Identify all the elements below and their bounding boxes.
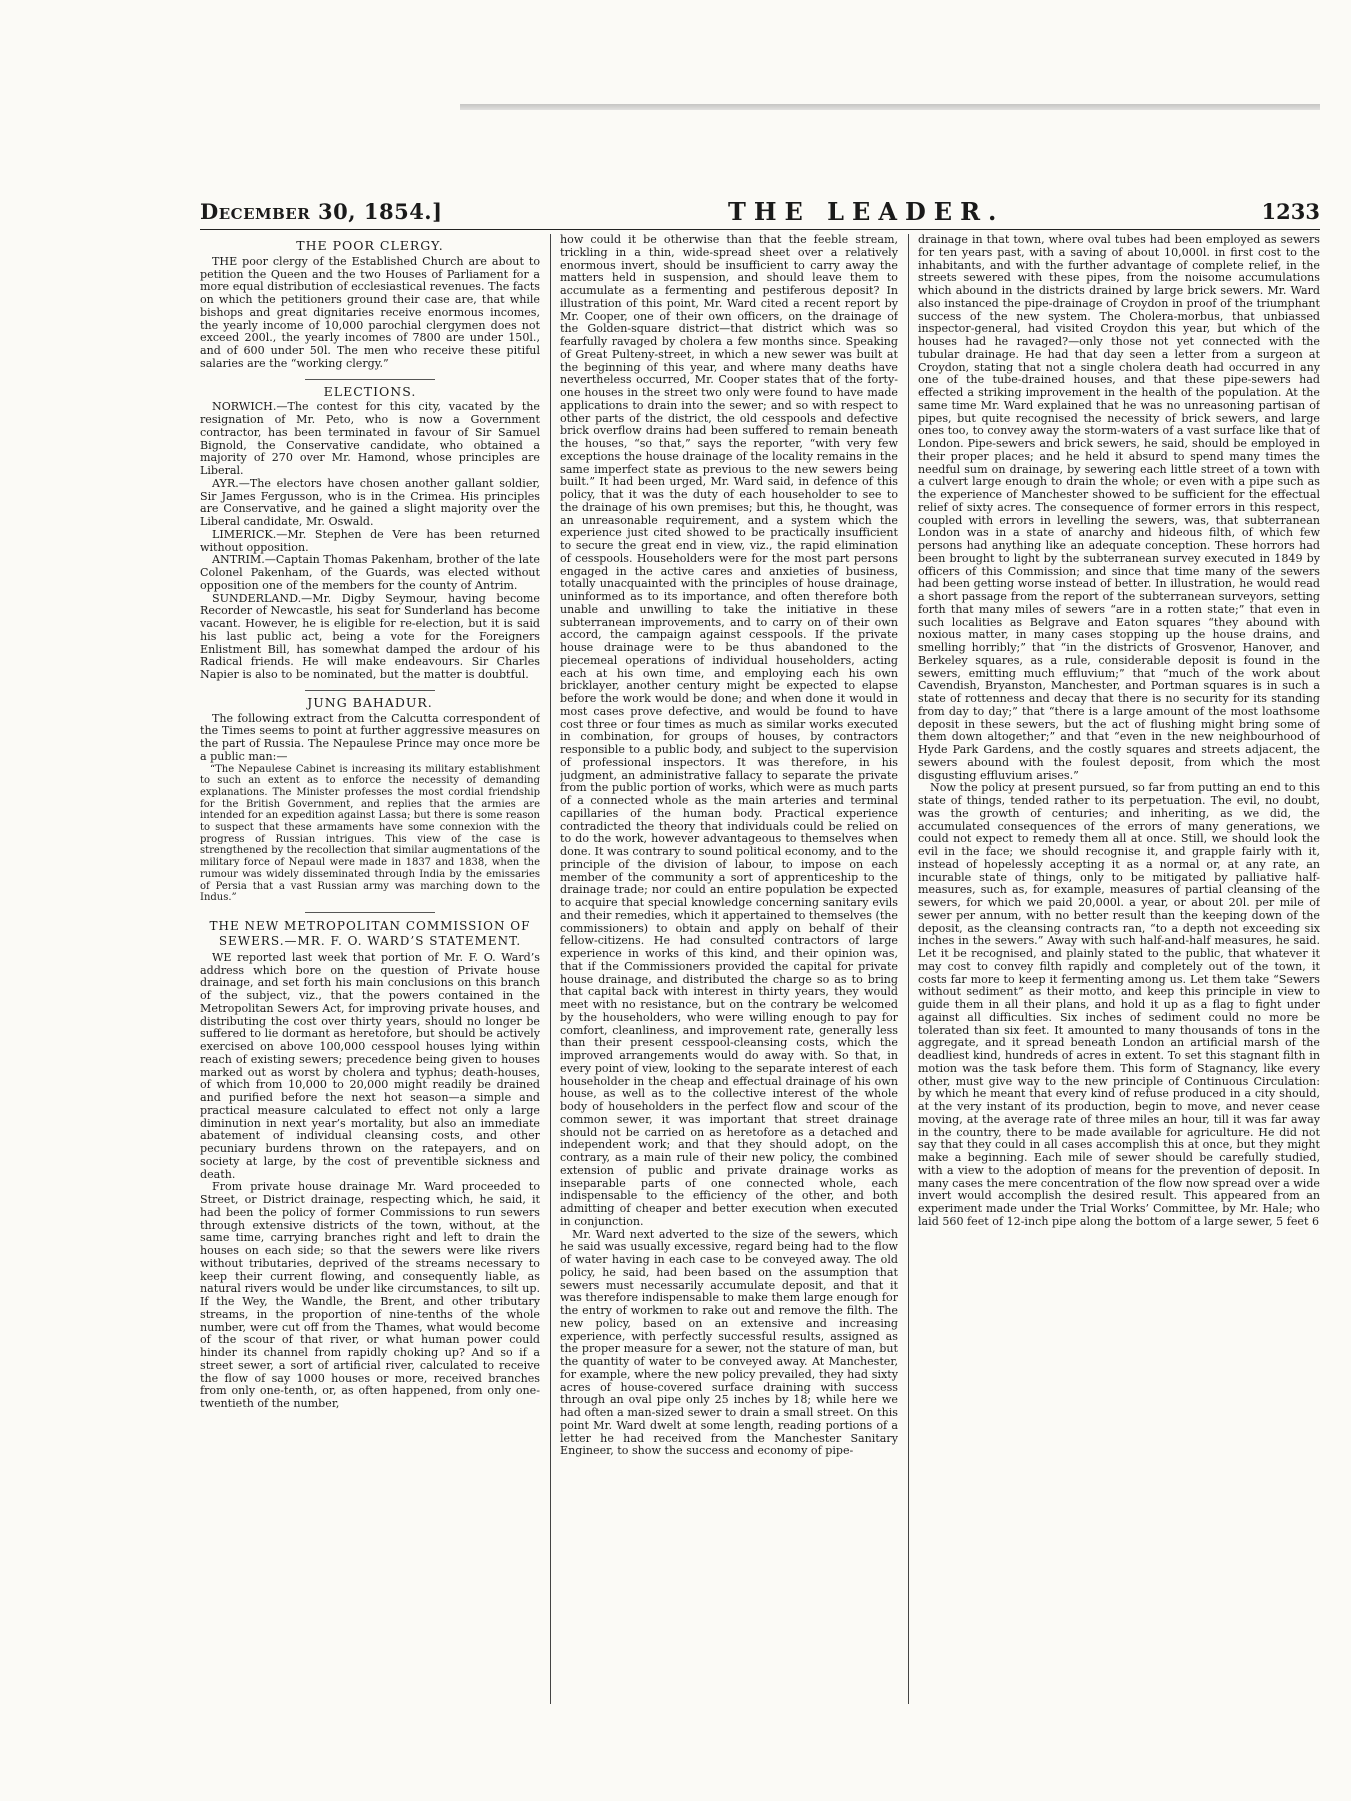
article-paragraph: The following extract from the Calcutta correspondent of the Times seems to point at further aggressive measures on the part of Russia. The Nepaulese Prince may once more be a public man:— bbox=[200, 711, 540, 763]
article-paragraph-limerick: LIMERICK.—Mr. Stephen de Vere has been returned without opposition. bbox=[200, 527, 540, 554]
column-2 bbox=[560, 234, 898, 1708]
article-paragraph: drainage in that town, where oval tubes had been employed as sewers for ten years past, with a saving of about 10,000l. in first cost to the inhabitants, and with the further advantage of complete relief, in the streets sewered with these pipes, from the noisome accumulations which abound in the districts drained by large brick sewers. Mr. Ward also instanced the pipe-drainage of Croydon in proof of the triumphant success of the new system. The Cholera-morbus, that unbiassed inspector-general, had visited Croydon this year, but which of the houses had he ravaged?—only those not yet connected with the tubular drainage. He had that day seen a letter from a surgeon at Croydon, stating that not a single cholera death had occurred in any one of the tube-drained houses, and that these pipe-sewers had effected a striking improvement in the health of the population. At the same time Mr. Ward explained that he was no unreasoning partisan of pipes, but quite recognised the necessity of brick sewers, and large ones too, to convey away the storm-waters of a vast surface like that of London. Pipe-sewers and brick sewers, he said, should be employed in their proper places; and he held it absurd to spend many times the needful sum on drainage, by sewering each little street of a town with a culvert large enough to drain the whole; or even with a pipe such as the experience of Manchester showed to be sufficient for the effectual relief of sixty acres. The consequence of former errors in this respect, coupled with errors in levelling the sewers, was, that subterranean London was in a state of anarchy and hideous filth, of which few persons had anything like an adequate conception. These horrors had been brought to light by the subterranean survey executed in 1849 by officers of this Commission; and since that time many of the sewers had been getting worse instead of better. In illustration, he would read a short passage from the report of the subterranean surveyors, setting forth that many miles of sewers “are in a rotten state;” that even in such localities as Belgrave and Eaton squares “they abound with noxious matter, in many cases stopping up the house drains, and smelling horribly;” that “in the districts of Grosvenor, Hanover, and Berkeley squares, as a rule, considerable deposit is found in the sewers, emitting much effluvium;” that “much of the work about Cavendish, Bryanston, Manchester, and Portman squares is in such a state of rottenness and decay that there is no security for its standing from day to day;” that “there is a large amount of the most loathsome deposit in these sewers, but the act of flushing might bring some of them down altogether;” and that “even in the new neighbourhood of Hyde Park Gardens, and the costly squares and streets adjacent, the sewers abound with the foulest deposit, from which the most disgusting effluvium arises.” bbox=[918, 234, 1320, 782]
article-paragraph-antrim: ANTRIM.—Captain Thomas Pakenham, brother of the late Colonel Pakenham, of the Guards, was elected without opposition one of the members for the county of Antrim. bbox=[200, 553, 540, 592]
section-heading-jung-bahadur: JUNG BAHADUR. bbox=[307, 694, 433, 710]
page-number: 1233 bbox=[1261, 199, 1320, 224]
article-paragraph: Now the policy at present pursued, so far from putting an end to this state of things, tended rather to its perpetuation. The evil, no doubt, was the growth of centuries; and inheriting, as we did, the accumulated consequences of the errors of many generations, we could not expect to remedy them all at once. Still, we should look the evil in the face; we should recognise it, and grapple fairly with it, instead of hopelessly accepting it as a normal or, at any rate, an incurable state of things, only to be mitigated by palliative half-measures, such as, for example, measures of partial cleansing of the sewers, for which we paid 20,000l. a year, or about 20l. per mile of sewer per annum, with no better result than the keeping down of the deposit, as the cleansing contracts ran, “to a depth not exceeding six inches in the sewers.” Away with such half-and-half measures, he said. Let it be recognised, and plainly stated to the public, that whatever it may cost to convey filth rapidly and completely out of the town, it costs far more to keep it fermenting among us. Let them take “Sewers without sediment” as their motto, and keep this principle in view to guide them in all their plans, and hold it up as a flag to fight under against all difficulties. Six inches of sediment could no more be tolerated than six feet. It amounted to many thousands of tons in the aggregate, and it spread beneath London an artificial marsh of the deadliest kind, hundreds of acres in extent. To set this stagnant filth in motion was the task before them. This form of Stagnancy, like every other, must give way to the new principle of Continuous Circulation: by which he meant that every kind of refuse produced in a city should, at the very instant of its production, begin to move, and never cease moving, at the average rate of three miles an hour, till it was far away in the country, there to be made available for agriculture. He did not say that they could in all cases accomplish this at once, but they might make a beginning. Each mile of sewer should be carefully studied, with a view to the adoption of means for the prevention of deposit. In many cases the mere concentration of the flow now spread over a wide invert would accomplish the desired result. This appeared from an experiment made under the Trial Works’ Committee, by Mr. Hale; who laid 560 feet of 12-inch pipe along the bottom of a large sewer, 5 feet 6 bbox=[918, 781, 1320, 1228]
masthead bbox=[200, 197, 1320, 230]
article-paragraph: THE poor clergy of the Established Church are about to petition the Queen and the two Houses of Parliament for a more equal distribution of ecclesiastical revenues. The facts on which the petitioners ground their case are, that while bishops and great dignitaries receive enormous incomes, the yearly income of 10,000 parochial clergymen does not exceed 200l., the yearly incomes of 7800 are under 150l., and of 600 under 50l. The men who receive these pitiful salaries are the “working clergy.” bbox=[200, 254, 540, 370]
column-3 bbox=[918, 234, 1320, 1708]
article-paragraph-ayr: AYR.—The electors have chosen another gallant soldier, Sir James Fergusson, who is in the Crimea. His principles are Conservative, and he gained a slight majority over the Liberal candidate, Mr. Oswald. bbox=[200, 476, 540, 528]
article-paragraph: Mr. Ward next adverted to the size of the sewers, which he said was usually excessive, regard being had to the flow of water having in each case to be conveyed away. The old policy, he said, had been based on the assumption that sewers must necessarily accumulate deposit, and that it was therefore indispensable to make them large enough for the entry of workmen to rake out and remove the filth. The new policy, based on an extensive and increasing experience, with perfectly successful results, assigned as the proper measure for a sewer, not the stature of man, but the quantity of water to be conveyed away. At Manchester, for example, where the new policy prevailed, they had sixty acres of house-covered surface draining with success through an oval pipe only 25 inches by 18; while here we had often a man-sized sewer to drain a small street. On this point Mr. Ward dwelt at some length, reading portions of a letter he had received from the Manchester Sanitary Engineer, to show the success and economy of pipe- bbox=[560, 1227, 898, 1458]
section-separator bbox=[305, 912, 435, 913]
newspaper-title: THE LEADER. bbox=[728, 197, 1005, 226]
article-paragraph: WE reported last week that portion of Mr. F. O. Ward’s address which bore on the question of Private house drainage, and set forth his main conclusions on this branch of the subject, viz., that the powers contained in the Metropolitan Sewers Act, for improving private houses, and distributing the cost over thirty years, should no longer be suffered to lie dormant as heretofore, but should be actively exercised on above 100,000 cesspool houses lying within reach of existing sewers; precedence being given to houses marked out as worst by cholera and typhus; death-houses, of which from 10,000 to 20,000 might readily be drained and purified before the next hot season—a simple and practical measure calculated to effect not only a large diminution in next year’s mortality, but also an immediate abatement of individual cleansing costs, and other pecuniary burdens thrown on the ratepayers, and on society at large, by the cost of preventible sickness and death. bbox=[200, 950, 540, 1181]
section-heading-poor-clergy: THE POOR CLERGY. bbox=[296, 238, 444, 253]
top-decorative-rule bbox=[460, 104, 1320, 110]
column-rule bbox=[550, 234, 551, 1704]
column-1 bbox=[200, 234, 540, 1708]
article-paragraph: how could it be otherwise than that the feeble stream, trickling in a thin, wide-spread sheet over a relatively enormous invert, should be insufficient to carry away the matters held in suspension, and should leave them to accumulate as a fermenting and pestiferous deposit? In illustration of this point, Mr. Ward cited a recent report by Mr. Cooper, one of their own officers, on the drainage of the Golden-square district—that district which was so fearfully ravaged by cholera a few months since. Speaking of Great Pulteny-street, in which a new sewer was built at the beginning of this year, and where many deaths have nevertheless occurred, Mr. Cooper states that of the forty-one houses in the street two only were found to have made applications to drain into the sewer; and so with respect to other parts of the district, the old cesspools and defective brick overflow drains had been suffered to remain beneath the houses, “so that,” says the reporter, “with very few exceptions the house drainage of the locality remains in the same imperfect state as previous to the new sewers being built.” It had been urged, Mr. Ward said, in defence of this policy, that it was the duty of each householder to see to the drainage of his own premises; but this, he thought, was an unreasonable requirement, and a system which the experience just cited showed to be practically insufficient to secure the great end in view, viz., the rapid elimination of cesspools. Householders were for the most part persons engaged in the active cares and anxieties of business, totally unacquainted with the principles of house drainage, uninformed as to its importance, and often therefore both unable and unwilling to take the initiative in these subterranean improvements, and to carry on of their own accord, the campaign against cesspools. If the private house drainage were to be thus abandoned to the piecemeal operations of individual householders, acting each at his own time, and employing each his own bricklayer, another century might be expected to elapse before the work would be done; and when done it would in most cases prove defective, and would be found to have cost three or four times as much as similar works executed in combination, for groups of houses, by contractors responsible to a public body, and subject to the supervision of professional inspectors. It was therefore, in his judgment, an administrative fallacy to separate the private from the public portion of works, which were as much parts of a connected whole as the main arteries and terminal capillaries of the human body. Practical experience contradicted the theory that individuals could be relied on to do the work, however advantageous to themselves when done. It was contrary to sound political economy, and to the principle of the division of labour, to impose on each member of the community a sort of apprenticeship to the drainage trade; nor could an entire population be expected to acquire that special knowledge concerning sanitary evils and their remedies, which it appertained to themselves (the commissioners) to obtain and apply on behalf of their fellow-citizens. He had consulted contractors of large experience in works of this kind, and their opinion was, that if the Commissioners provided the capital for private house drainage, and distributed the charge so as to bring that capital back with interest in thirty years, they would meet with no resistance, but on the contrary be welcomed by the householders, who were willing enough to pay for comfort, cleanliness, and improvement rate, generally less than their present cesspool-cleansing costs, which the improved arrangements would do away with. So that, in every point of view, looking to the separate interest of each householder in the cheap and effectual drainage of his own house, as well as to the collective interest of the whole body of householders in the perfect flow and scour of the common sewer, it was important that street drainage should not be carried on as heretofore as a detached and independent work; and that they should adopt, on the contrary, as a main rule of their new policy, the combined extension of public and private drainage works as inseparable parts of one connected whole, each indispensable to the efficiency of the other, and both admitting of cheaper and better execution when executed in conjunction. bbox=[560, 234, 898, 1228]
section-separator bbox=[305, 379, 435, 380]
column-rule bbox=[908, 234, 909, 1704]
section-heading-elections: ELECTIONS. bbox=[323, 383, 417, 399]
article-paragraph-norwich: NORWICH.—The contest for this city, vacated by the resignation of Mr. Peto, who is now a Government contractor, has been terminated in favour of Sir Samuel Bignold, the Conservative candidate, who obtained a majority of 270 over Mr. Hamond, whose principles are Liberal. bbox=[200, 400, 540, 477]
article-paragraph-sunderland: SUNDERLAND.—Mr. Digby Seymour, having become Recorder of Newcastle, his seat for Sunderland has become vacant. However, he is eligible for re-election, but it is said his last public act, being a vote for the Foreigners Enlistment Bill, has somewhat damped the ardour of his Radical friends. He will make endeavours. Sir Charles Napier is also to be nominated, but the matter is doubtful. bbox=[200, 591, 540, 681]
article-paragraph: From private house drainage Mr. Ward proceeded to Street, or District drainage, respecting which, he said, it had been the policy of former Commissions to run sewers through extensive districts of the town, without, at the same time, carrying branches right and left to drain the houses on each side; so that the sewers were like rivers without tributaries, deprived of the streams necessary to keep their current flowing, and consequently liable, as natural rivers would be under like circumstances, to silt up. If the Wey, the Wandle, the Brent, and other tributary streams, in the proportion of nine-tenths of the whole number, were cut off from the Thames, what would become of the scour of that river, or what human power could hinder its channel from rapidly choking up? And so if a street sewer, a sort of artificial river, calculated to receive the flow of say 1000 houses or more, received branches from only one-tenth, or, as often happened, from only one-twentieth of the number, bbox=[200, 1180, 540, 1411]
quoted-extract: “The Nepaulese Cabinet is increasing its military establishment to such an extent as to enforce the necessity of demanding explanations. The Minister professes the most cordial friendship for the British Government, and replies that the armies are intended for an expedition against Lassa; but there is some reason to suspect that these armaments have some connexion with the progress of Russian intrigues. This view of the case is strengthened by the recollection that similar augmentations of the military force of Nepaul were made in 1837 and 1838, when the rumour was widely disseminated through India by the emissaries of Persia that a vast Russian army was marching down to the Indus.” bbox=[200, 763, 540, 904]
issue-date: December 30, 1854.] bbox=[200, 199, 443, 224]
section-heading-metropolitan-commission: THE NEW METROPOLITAN COMMISSION OF SEWERS.—MR. F. O. WARD’S STATEMENT. bbox=[209, 918, 531, 948]
section-separator bbox=[305, 690, 435, 691]
